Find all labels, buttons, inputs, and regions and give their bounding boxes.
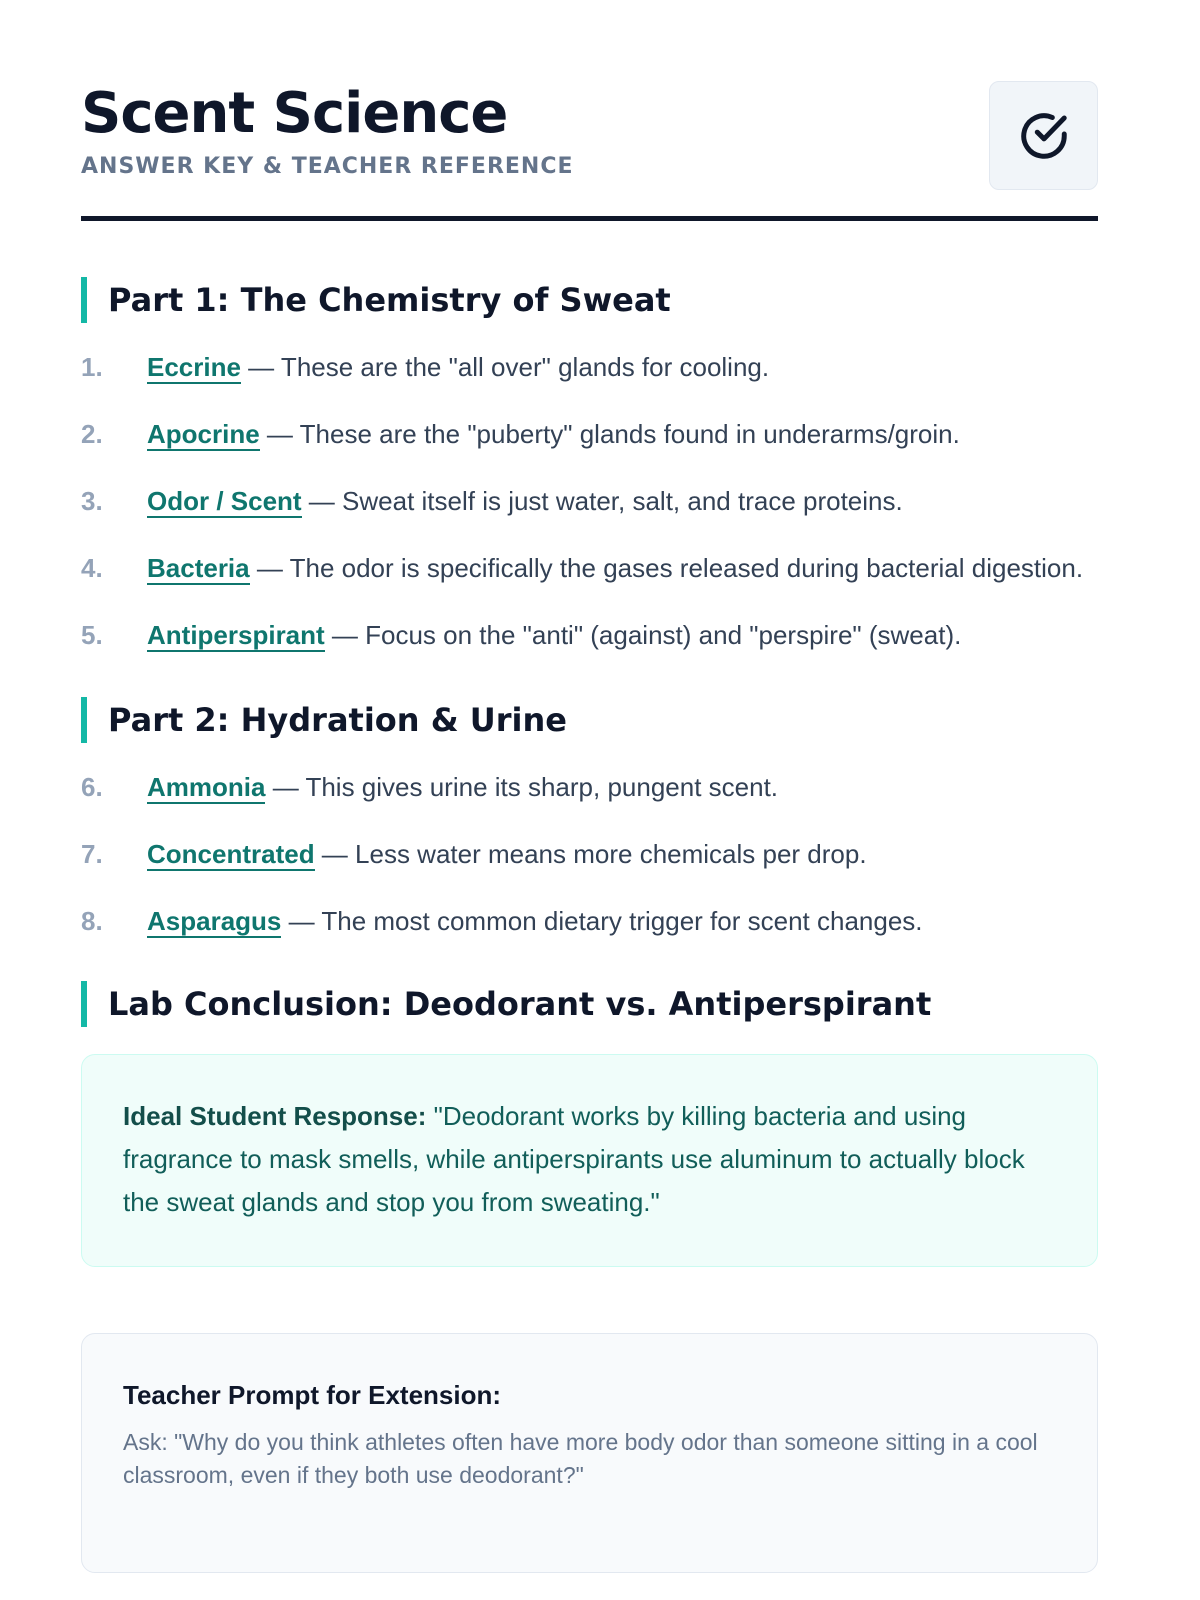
list-item — [81, 347, 1098, 387]
page-title: Scent Science — [81, 81, 508, 146]
answer-explanation: — This gives urine its sharp, pungent scent. — [265, 772, 779, 802]
answer-explanation: — Sweat itself is just water, salt, and trace proteins. — [301, 486, 903, 516]
answer-explanation: — These are the "puberty" glands found in underarms/groin. — [259, 419, 960, 449]
item-body — [147, 615, 1098, 655]
teacher-prompt-text: Ask: "Why do you think athletes often have more body odor than someone sitting in a cool classroom, even if they both use deodorant?" — [123, 1429, 1038, 1488]
list-item — [81, 767, 1098, 807]
list-item — [81, 481, 1098, 521]
item-number: 2. — [81, 419, 103, 449]
item-body — [147, 767, 1098, 807]
list-item — [81, 834, 1098, 874]
page-header — [81, 0, 1098, 221]
ideal-response-label: Ideal Student Response: — [123, 1101, 427, 1131]
item-body — [147, 481, 1098, 521]
item-number: 6. — [81, 772, 103, 802]
answer-term: Concentrated — [147, 839, 315, 869]
list-item — [81, 414, 1098, 454]
item-body — [147, 901, 1098, 941]
item-number: 4. — [81, 553, 103, 583]
list-item — [81, 548, 1098, 588]
section-heading-part1: Part 1: The Chemistry of Sweat — [81, 277, 1098, 323]
item-number: 7. — [81, 839, 103, 869]
ideal-response-text: "Deodorant works by killing bacteria and using fragrance to mask smells, while antiperspirants use aluminum to actually block the sweat glands and stop you from sweating." — [123, 1101, 1025, 1217]
answer-key-badge — [989, 81, 1098, 190]
teacher-prompt-box — [81, 1333, 1098, 1573]
answer-term: Apocrine — [147, 419, 260, 449]
answer-explanation: — The odor is specifically the gases released during bacterial digestion. — [249, 553, 1084, 583]
item-body — [147, 834, 1098, 874]
answer-term: Odor / Scent — [147, 486, 302, 516]
section-heading-conclusion: Lab Conclusion: Deodorant vs. Antiperspirant — [81, 981, 1098, 1027]
answer-term: Ammonia — [147, 772, 266, 802]
item-number: 5. — [81, 620, 103, 650]
item-number: 8. — [81, 906, 103, 936]
item-number: 3. — [81, 486, 103, 516]
answer-term: Eccrine — [147, 352, 241, 382]
answer-explanation: — The most common dietary trigger for scent changes. — [281, 906, 923, 936]
part2-answer-list — [81, 767, 1098, 941]
item-body — [147, 548, 1098, 588]
item-number: 1. — [81, 352, 103, 382]
list-item — [81, 901, 1098, 941]
page-subtitle: ANSWER KEY & TEACHER REFERENCE — [81, 154, 574, 179]
answer-explanation: — Focus on the "anti" (against) and "perspire" (sweat). — [324, 620, 962, 650]
teacher-prompt-title: Teacher Prompt for Extension: — [123, 1380, 502, 1410]
section-heading-part2: Part 2: Hydration & Urine — [81, 697, 1098, 743]
answer-term: Bacteria — [147, 553, 250, 583]
check-circle-icon — [1017, 109, 1071, 163]
answer-term: Antiperspirant — [147, 620, 325, 650]
ideal-response-box — [81, 1054, 1098, 1267]
item-body — [147, 414, 1098, 454]
answer-term: Asparagus — [147, 906, 282, 936]
item-body — [147, 347, 1098, 387]
part1-answer-list — [81, 347, 1098, 655]
answer-explanation: — These are the "all over" glands for cooling. — [240, 352, 770, 382]
list-item — [81, 615, 1098, 655]
answer-explanation: — Less water means more chemicals per drop. — [314, 839, 867, 869]
